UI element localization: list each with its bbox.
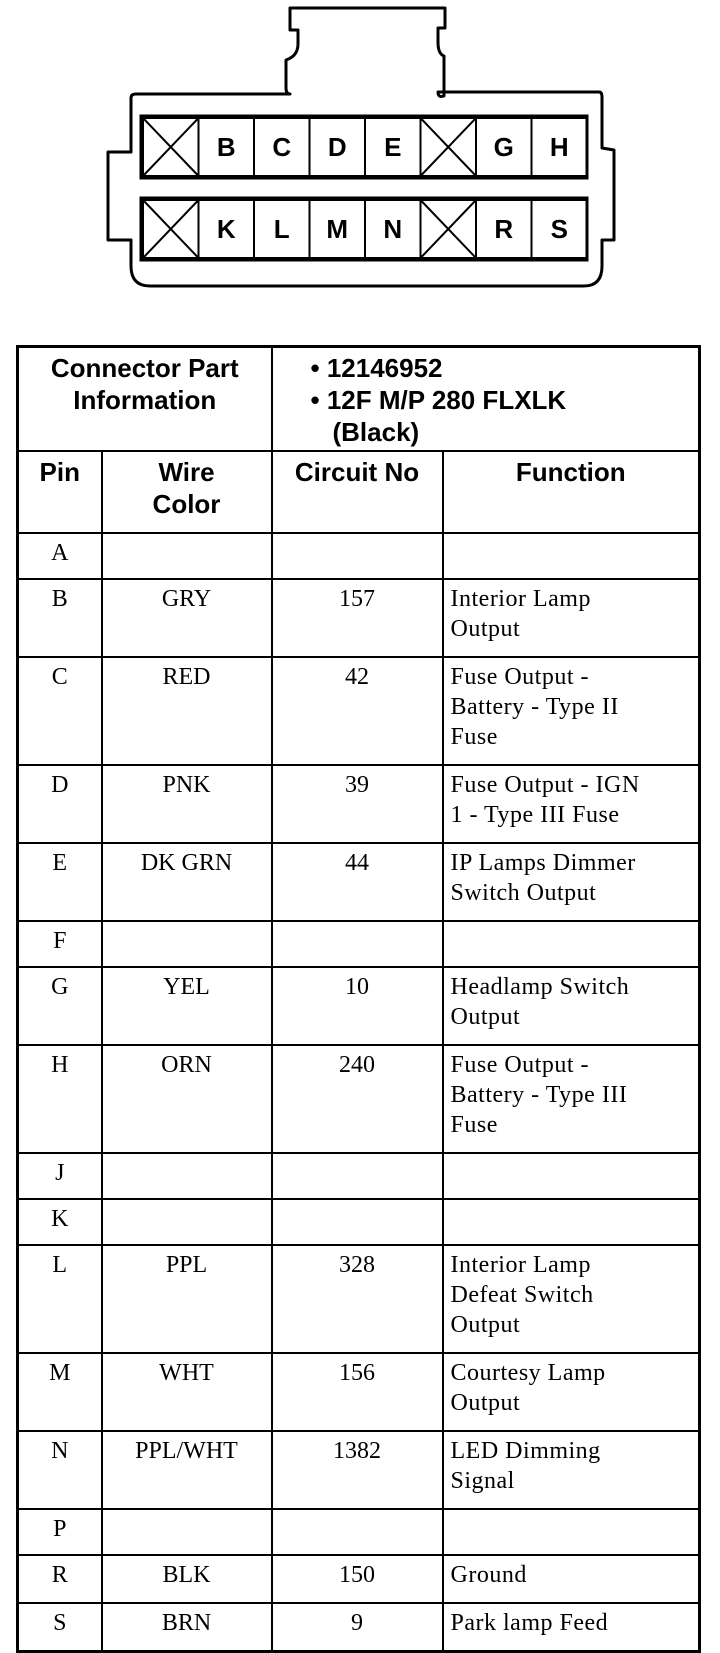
- wire-color-column-header: [102, 451, 272, 533]
- pin-row-d: [18, 765, 700, 843]
- pin-cell: L: [18, 1245, 102, 1353]
- pin-row-j: [18, 1153, 700, 1199]
- function-line: Ground: [450, 1562, 527, 1588]
- function-cell: [443, 765, 700, 843]
- function-line: Fuse Output -: [450, 1052, 589, 1078]
- circuit-number-column-header: Circuit No: [272, 451, 443, 533]
- pin-row-e: [18, 843, 700, 921]
- pin-row-c: [18, 657, 700, 765]
- connector-info-title-line2: Information: [73, 385, 217, 415]
- pin-cell: C: [18, 657, 102, 765]
- pin-cell: D: [18, 765, 102, 843]
- circuit-number-cell: 328: [272, 1245, 443, 1353]
- part-number-line1: • 12146952: [310, 353, 443, 383]
- connector-part-numbers-cell: [272, 347, 700, 452]
- pin-cell: R: [18, 1555, 102, 1603]
- function-cell: [443, 843, 700, 921]
- function-line: Defeat Switch: [450, 1282, 594, 1308]
- circuit-number-cell: [272, 921, 443, 967]
- wire-color-cell: BLK: [102, 1555, 272, 1603]
- connector-info-title-cell: [18, 347, 272, 452]
- function-cell: [443, 1555, 700, 1603]
- part-number-line2: • 12F M/P 280 FLXLK: [310, 385, 567, 415]
- connector-pinout-table: [16, 345, 701, 1653]
- wire-color-cell: [102, 1153, 272, 1199]
- wire-color-cell: [102, 1199, 272, 1245]
- wire-color-cell: [102, 921, 272, 967]
- circuit-number-cell: 10: [272, 967, 443, 1045]
- connector-info-title-line1: Connector Part: [50, 353, 239, 383]
- pin-cell: K: [18, 1199, 102, 1245]
- function-line: Output: [450, 1390, 521, 1416]
- connector-pin-label: K: [216, 214, 236, 244]
- pin-cell: S: [18, 1603, 102, 1652]
- function-line: Interior Lamp: [450, 586, 591, 612]
- function-line: Signal: [450, 1468, 515, 1494]
- function-cell: [443, 1199, 700, 1245]
- function-line: Output: [450, 616, 521, 642]
- circuit-number-cell: [272, 1509, 443, 1555]
- pin-cell: E: [18, 843, 102, 921]
- connector-pin-label: C: [272, 132, 292, 162]
- pin-row-p: [18, 1509, 700, 1555]
- wire-color-header-line2: Color: [152, 489, 221, 519]
- pin-row-k: [18, 1199, 700, 1245]
- function-cell: [443, 579, 700, 657]
- wire-color-header-line1: Wire: [158, 457, 215, 487]
- function-column-header: Function: [443, 451, 700, 533]
- pin-row-r: [18, 1555, 700, 1603]
- circuit-number-cell: 1382: [272, 1431, 443, 1509]
- connector-pin-label: G: [493, 132, 514, 162]
- function-line: 1 - Type III Fuse: [450, 802, 620, 828]
- pin-row-f: [18, 921, 700, 967]
- pin-cell: H: [18, 1045, 102, 1153]
- pin-cell: F: [18, 921, 102, 967]
- pin-cell: A: [18, 533, 102, 579]
- circuit-number-cell: 156: [272, 1353, 443, 1431]
- function-line: Battery - Type II: [450, 694, 619, 720]
- function-cell: [443, 657, 700, 765]
- circuit-number-cell: [272, 1153, 443, 1199]
- pin-row-h: [18, 1045, 700, 1153]
- column-header-row: [18, 451, 700, 533]
- pin-row-a: [18, 533, 700, 579]
- wire-color-cell: PPL/WHT: [102, 1431, 272, 1509]
- pin-row-n: [18, 1431, 700, 1509]
- wire-color-cell: PNK: [102, 765, 272, 843]
- pin-cell: G: [18, 967, 102, 1045]
- pin-column-header: Pin: [18, 451, 102, 533]
- pin-row-g: [18, 967, 700, 1045]
- connector-pin-label: L: [273, 214, 290, 244]
- function-line: Interior Lamp: [450, 1252, 591, 1278]
- pin-row-s: [18, 1603, 700, 1652]
- function-cell: [443, 967, 700, 1045]
- pin-cell: N: [18, 1431, 102, 1509]
- connector-face-diagram: [0, 0, 720, 320]
- function-line: Switch Output: [450, 880, 597, 906]
- function-cell: [443, 1245, 700, 1353]
- wire-color-cell: [102, 533, 272, 579]
- connector-row2-pins: [143, 200, 587, 258]
- function-line: Headlamp Switch: [450, 974, 630, 1000]
- connector-pin-label: N: [383, 214, 403, 244]
- function-line: Output: [450, 1004, 521, 1030]
- pin-row-l: [18, 1245, 700, 1353]
- wire-color-cell: BRN: [102, 1603, 272, 1652]
- function-cell: [443, 1509, 700, 1555]
- wire-color-cell: DK GRN: [102, 843, 272, 921]
- connector-pin-label: R: [494, 214, 514, 244]
- function-cell: [443, 1045, 700, 1153]
- pin-cell: P: [18, 1509, 102, 1555]
- pin-cell: M: [18, 1353, 102, 1431]
- circuit-number-cell: 157: [272, 579, 443, 657]
- pin-row-b: [18, 579, 700, 657]
- wire-color-cell: GRY: [102, 579, 272, 657]
- function-line: Park lamp Feed: [450, 1610, 609, 1636]
- connector-pin-label: H: [549, 132, 569, 162]
- function-line: Fuse: [450, 724, 498, 750]
- connector-row1-pins: [143, 118, 587, 176]
- connector-info-row: [18, 347, 700, 452]
- function-line: Courtesy Lamp: [450, 1360, 606, 1386]
- function-line: Fuse: [450, 1112, 498, 1138]
- connector-pin-label: S: [550, 214, 568, 244]
- connector-pin-label: M: [326, 214, 349, 244]
- function-cell: [443, 1153, 700, 1199]
- wire-color-cell: WHT: [102, 1353, 272, 1431]
- function-cell: [443, 1431, 700, 1509]
- wire-color-cell: RED: [102, 657, 272, 765]
- circuit-number-cell: 39: [272, 765, 443, 843]
- circuit-number-cell: 9: [272, 1603, 443, 1652]
- function-line: LED Dimming: [450, 1438, 601, 1464]
- wire-color-cell: PPL: [102, 1245, 272, 1353]
- circuit-number-cell: 240: [272, 1045, 443, 1153]
- wire-color-cell: ORN: [102, 1045, 272, 1153]
- function-line: Fuse Output -: [450, 664, 589, 690]
- pin-cell: J: [18, 1153, 102, 1199]
- function-cell: [443, 1603, 700, 1652]
- circuit-number-cell: [272, 533, 443, 579]
- connector-pin-label: D: [327, 132, 347, 162]
- function-line: Output: [450, 1312, 521, 1338]
- connector-housing-outline: [108, 8, 614, 286]
- circuit-number-cell: 150: [272, 1555, 443, 1603]
- function-line: Fuse Output - IGN: [450, 772, 640, 798]
- wire-color-cell: YEL: [102, 967, 272, 1045]
- circuit-number-cell: 44: [272, 843, 443, 921]
- function-cell: [443, 1353, 700, 1431]
- function-cell: [443, 921, 700, 967]
- circuit-number-cell: 42: [272, 657, 443, 765]
- function-cell: [443, 533, 700, 579]
- pinout-rows: [18, 533, 700, 1652]
- part-color-line: (Black): [332, 417, 420, 447]
- function-line: IP Lamps Dimmer: [450, 850, 636, 876]
- function-line: Battery - Type III: [450, 1082, 628, 1108]
- wire-color-cell: [102, 1509, 272, 1555]
- circuit-number-cell: [272, 1199, 443, 1245]
- pin-cell: B: [18, 579, 102, 657]
- connector-pin-label: B: [216, 132, 236, 162]
- pin-row-m: [18, 1353, 700, 1431]
- connector-pin-label: E: [384, 132, 402, 162]
